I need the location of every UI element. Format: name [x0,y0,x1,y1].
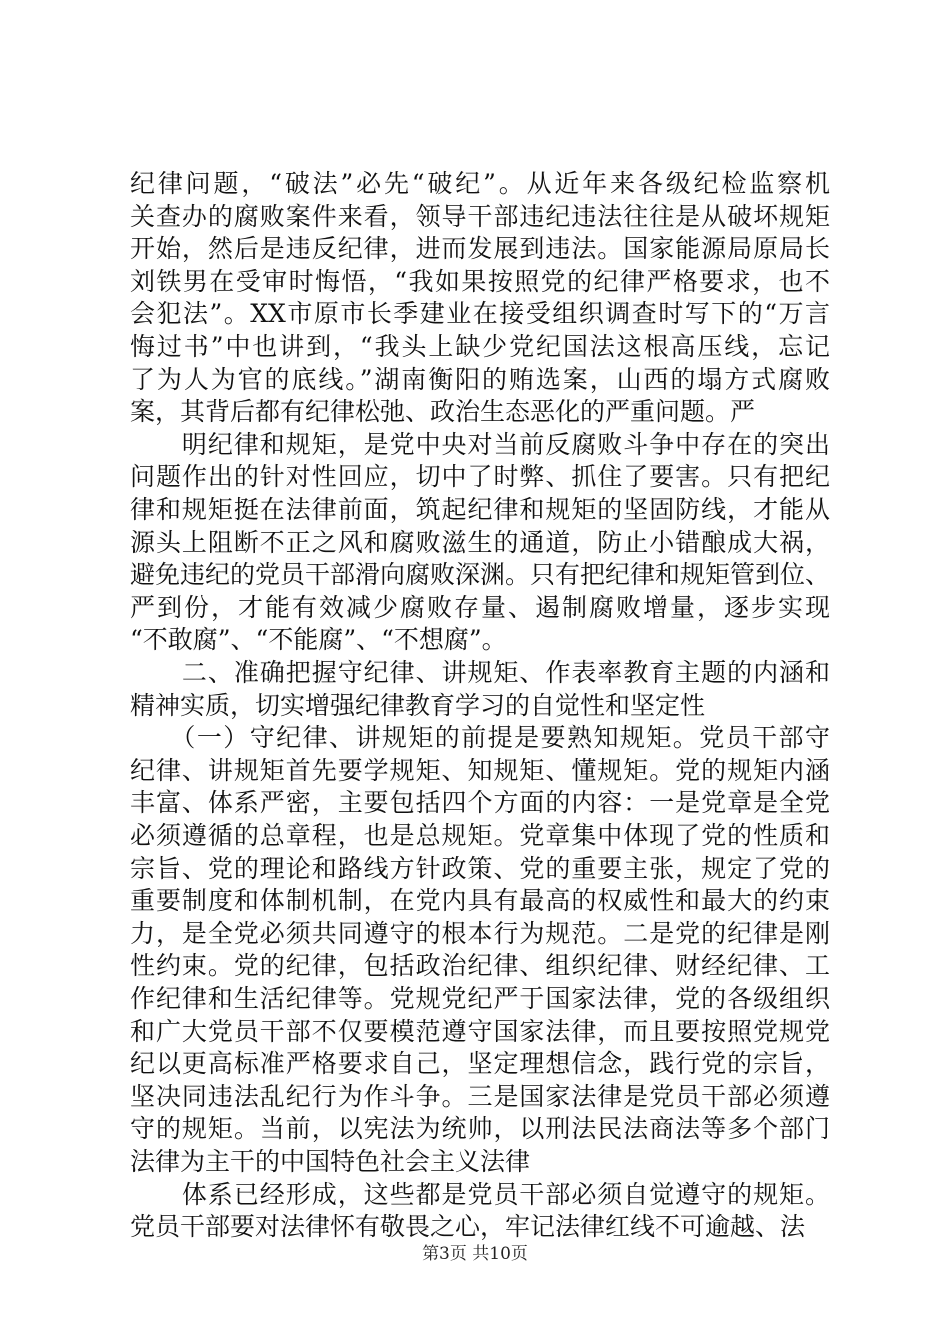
text-line: 体系已经形成，这些都是党员干部必须自觉遵守的规矩。 [130,1180,830,1209]
text-line: 守的规矩。当前，以宪法为统帅，以刑法民法商法等多个部门 [130,1114,830,1143]
text-line: 明纪律和规矩，是党中央对当前反腐败斗争中存在的突出 [130,430,830,459]
text-line: 严到份，才能有效减少腐败存量、遏制腐败增量，逐步实现 [130,593,830,622]
text-line: 关查办的腐败案件来看，领导干部违纪违法往往是从破坏规矩 [130,202,830,231]
text-line: 力，是全党必须共同遵守的根本行为规范。二是党的纪律是刚 [130,919,830,948]
text-line: 纪以更高标准严格要求自己，坚定理想信念，践行党的宗旨， [130,1049,830,1078]
text-line: 纪律、讲规矩首先要学规矩、知规矩、懂规矩。党的规矩内涵 [130,756,830,785]
text-line: 必须遵循的总章程，也是总规矩。党章集中体现了党的性质和 [130,821,830,850]
text-line: 避免违纪的党员干部滑向腐败深渊。只有把纪律和规矩管到位、 [130,560,831,589]
text-line: 重要制度和体制机制，在党内具有最高的权威性和最大的约束 [130,886,830,915]
text-line: 律和规矩挺在法律前面，筑起纪律和规矩的坚固防线，才能从 [130,495,830,524]
text-line: 宗旨、党的理论和路线方针政策、党的重要主张，规定了党的 [130,854,830,883]
text-line: （一）守纪律、讲规矩的前提是要熟知规矩。党员干部守 [130,723,830,752]
text-line: 案，其背后都有纪律松弛、政治生态恶化的严重问题。严 [130,397,756,426]
text-line: 开始，然后是违反纪律，进而发展到违法。国家能源局原局长 [130,234,830,263]
text-line: 二、准确把握守纪律、讲规矩、作表率教育主题的内涵和 [130,658,830,687]
text-line: 纪律问题，“破法”必先“破纪”。从近年来各级纪检监察机 [130,169,830,198]
text-line: 法律为主干的中国特色社会主义法律 [130,1147,531,1176]
text-line: 丰富、体系严密，主要包括四个方面的内容：一是党章是全党 [130,788,830,817]
text-line: 问题作出的针对性回应，切中了时弊、抓住了要害。只有把纪 [130,462,830,491]
text-line: 精神实质，切实增强纪律教育学习的自觉性和坚定性 [130,691,706,720]
text-line: 刘铁男在受审时悔悟，“我如果按照党的纪律严格要求，也不 [130,267,830,296]
text-line: 会犯法”。XX市原市长季建业在接受组织调查时写下的“万言 [130,299,830,328]
text-line: 了为人为官的底线。”湖南衡阳的贿选案，山西的塌方式腐败 [130,365,830,394]
page-footer: 第3页 共10页 [422,1244,528,1264]
text-line: “不敢腐”、“不能腐”、“不想腐”。 [130,625,507,654]
text-line: 源头上阻断不正之风和腐败滋生的通道，防止小错酿成大祸， [130,528,830,557]
text-line: 性约束。党的纪律，包括政治纪律、组织纪律、财经纪律、工 [130,951,830,980]
text-line: 党员干部要对法律怀有敬畏之心，牢记法律红线不可逾越、法 [130,1212,806,1241]
text-line: 悔过书”中也讲到，“我头上缺少党纪国法这根高压线，忘记 [130,332,830,361]
text-line: 坚决同违法乱纪行为作斗争。三是国家法律是党员干部必须遵 [130,1082,830,1111]
text-line: 作纪律和生活纪律等。党规党纪严于国家法律，党的各级组织 [130,984,830,1013]
text-line: 和广大党员干部不仅要模范遵守国家法律，而且要按照党规党 [130,1017,830,1046]
